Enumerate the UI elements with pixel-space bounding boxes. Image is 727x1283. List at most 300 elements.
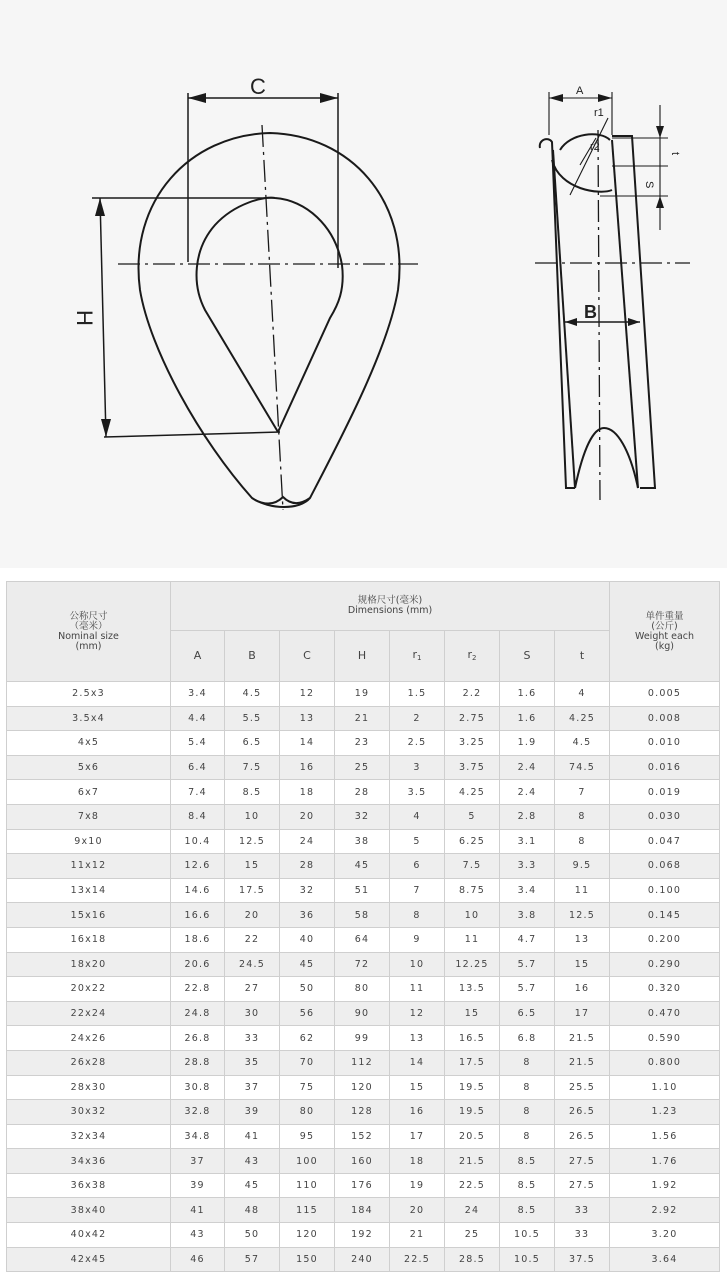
dimension-t-label: t <box>669 152 681 156</box>
cell-s: 8.5 <box>500 1198 555 1223</box>
cell-c: 95 <box>280 1124 335 1149</box>
cell-c: 45 <box>280 952 335 977</box>
col-header-h: H <box>335 631 390 682</box>
nominal-unit-en: (mm) <box>75 640 102 652</box>
cell-c: 13 <box>280 706 335 731</box>
cell-c: 32 <box>280 878 335 903</box>
col-header-s: S <box>500 631 555 682</box>
cell-t: 17 <box>555 1001 610 1026</box>
cell-s: 8 <box>500 1100 555 1125</box>
cell-s: 8 <box>500 1050 555 1075</box>
cell-h: 51 <box>335 878 390 903</box>
cell-r1: 18 <box>390 1149 445 1174</box>
cell-t: 21.5 <box>555 1050 610 1075</box>
cell-nominal-size: 16x18 <box>7 927 171 952</box>
cell-s: 8.5 <box>500 1173 555 1198</box>
cell-r1: 21 <box>390 1223 445 1248</box>
dimension-s-label: S <box>643 181 655 189</box>
cell-r2: 20.5 <box>445 1124 500 1149</box>
cell-a: 43 <box>171 1223 225 1248</box>
cell-weight: 1.23 <box>610 1100 720 1125</box>
cell-r2: 6.25 <box>445 829 500 854</box>
cell-b: 20 <box>225 903 280 928</box>
cell-r1: 22.5 <box>390 1247 445 1272</box>
cell-h: 64 <box>335 927 390 952</box>
side-top-groove <box>552 160 612 192</box>
cell-weight: 0.145 <box>610 903 720 928</box>
cell-a: 10.4 <box>171 829 225 854</box>
cell-nominal-size: 5x6 <box>7 755 171 780</box>
cell-b: 45 <box>225 1173 280 1198</box>
cell-r1: 17 <box>390 1124 445 1149</box>
cell-a: 4.4 <box>171 706 225 731</box>
cell-s: 4.7 <box>500 927 555 952</box>
table-row <box>7 1173 720 1198</box>
table-row <box>7 1100 720 1125</box>
table-row <box>7 682 720 707</box>
table-row <box>7 1026 720 1051</box>
cell-weight: 0.030 <box>610 804 720 829</box>
cell-r1: 2 <box>390 706 445 731</box>
cell-r2: 2.2 <box>445 682 500 707</box>
table-row <box>7 854 720 879</box>
cell-r2: 3.75 <box>445 755 500 780</box>
dimension-c-label: C <box>250 74 266 99</box>
cell-t: 21.5 <box>555 1026 610 1051</box>
cell-t: 7 <box>555 780 610 805</box>
cell-b: 5.5 <box>225 706 280 731</box>
col-header-t: t <box>555 631 610 682</box>
cell-r2: 10 <box>445 903 500 928</box>
cell-c: 20 <box>280 804 335 829</box>
cell-weight: 0.290 <box>610 952 720 977</box>
cell-weight: 1.76 <box>610 1149 720 1174</box>
cell-a: 24.8 <box>171 1001 225 1026</box>
cell-nominal-size: 3.5x4 <box>7 706 171 731</box>
cell-h: 72 <box>335 952 390 977</box>
cell-t: 11 <box>555 878 610 903</box>
cell-weight: 1.10 <box>610 1075 720 1100</box>
cell-t: 13 <box>555 927 610 952</box>
cell-h: 32 <box>335 804 390 829</box>
table-row <box>7 952 720 977</box>
cell-h: 21 <box>335 706 390 731</box>
cell-b: 35 <box>225 1050 280 1075</box>
cell-r2: 19.5 <box>445 1075 500 1100</box>
dimension-r1-label: r1 <box>594 107 604 119</box>
cell-h: 90 <box>335 1001 390 1026</box>
cell-s: 10.5 <box>500 1223 555 1248</box>
table-row <box>7 780 720 805</box>
cell-h: 58 <box>335 903 390 928</box>
table-row <box>7 1247 720 1272</box>
cell-s: 6.8 <box>500 1026 555 1051</box>
cell-nominal-size: 15x16 <box>7 903 171 928</box>
side-top-curve <box>560 134 610 150</box>
cell-a: 22.8 <box>171 977 225 1002</box>
cell-s: 8.5 <box>500 1149 555 1174</box>
cell-h: 99 <box>335 1026 390 1051</box>
cell-nominal-size: 22x24 <box>7 1001 171 1026</box>
table-row <box>7 1149 720 1174</box>
cell-nominal-size: 26x28 <box>7 1050 171 1075</box>
cell-s: 2.4 <box>500 780 555 805</box>
cell-c: 70 <box>280 1050 335 1075</box>
cell-r1: 20 <box>390 1198 445 1223</box>
side-bottom-groove <box>575 428 638 488</box>
cell-weight: 0.016 <box>610 755 720 780</box>
cell-t: 4.5 <box>555 731 610 756</box>
weight-unit-cn: (公斤) <box>651 620 678 632</box>
cell-r1: 14 <box>390 1050 445 1075</box>
cell-b: 37 <box>225 1075 280 1100</box>
cell-s: 3.4 <box>500 878 555 903</box>
col-header-r1 <box>390 631 445 682</box>
cell-h: 28 <box>335 780 390 805</box>
cell-b: 6.5 <box>225 731 280 756</box>
cell-a: 30.8 <box>171 1075 225 1100</box>
cell-r1: 6 <box>390 854 445 879</box>
cell-nominal-size: 20x22 <box>7 977 171 1002</box>
cell-nominal-size: 7x8 <box>7 804 171 829</box>
cell-c: 16 <box>280 755 335 780</box>
cell-weight: 0.100 <box>610 878 720 903</box>
cell-nominal-size: 18x20 <box>7 952 171 977</box>
cell-t: 33 <box>555 1198 610 1223</box>
table-row <box>7 1075 720 1100</box>
cell-s: 3.3 <box>500 854 555 879</box>
cell-weight: 0.005 <box>610 682 720 707</box>
table-row <box>7 1001 720 1026</box>
cell-b: 17.5 <box>225 878 280 903</box>
cell-r1: 9 <box>390 927 445 952</box>
cell-t: 27.5 <box>555 1173 610 1198</box>
cell-a: 18.6 <box>171 927 225 952</box>
table-row <box>7 1198 720 1223</box>
cell-b: 41 <box>225 1124 280 1149</box>
cell-c: 115 <box>280 1198 335 1223</box>
dimensions-header <box>171 582 610 631</box>
cell-t: 4.25 <box>555 706 610 731</box>
cell-s: 5.7 <box>500 952 555 977</box>
cell-r2: 21.5 <box>445 1149 500 1174</box>
cell-nominal-size: 9x10 <box>7 829 171 854</box>
cell-b: 57 <box>225 1247 280 1272</box>
cell-nominal-size: 11x12 <box>7 854 171 879</box>
cell-c: 14 <box>280 731 335 756</box>
table-row <box>7 804 720 829</box>
cell-b: 27 <box>225 977 280 1002</box>
cell-h: 23 <box>335 731 390 756</box>
cell-weight: 0.470 <box>610 1001 720 1026</box>
cell-nominal-size: 40x42 <box>7 1223 171 1248</box>
cell-b: 22 <box>225 927 280 952</box>
cell-s: 1.6 <box>500 682 555 707</box>
cell-t: 27.5 <box>555 1149 610 1174</box>
cell-nominal-size: 36x38 <box>7 1173 171 1198</box>
cell-a: 20.6 <box>171 952 225 977</box>
cell-a: 5.4 <box>171 731 225 756</box>
col-header-c: C <box>280 631 335 682</box>
cell-a: 26.8 <box>171 1026 225 1051</box>
thimble-drawing <box>0 0 727 568</box>
cell-r2: 16.5 <box>445 1026 500 1051</box>
cell-c: 150 <box>280 1247 335 1272</box>
cell-c: 62 <box>280 1026 335 1051</box>
side-left-outer <box>540 139 575 488</box>
cell-b: 10 <box>225 804 280 829</box>
col-r2-letter: r <box>467 647 473 661</box>
table-row <box>7 1223 720 1248</box>
cell-h: 45 <box>335 854 390 879</box>
cell-weight: 0.008 <box>610 706 720 731</box>
cell-b: 7.5 <box>225 755 280 780</box>
cell-s: 1.6 <box>500 706 555 731</box>
cell-r1: 16 <box>390 1100 445 1125</box>
table-row <box>7 977 720 1002</box>
nominal-size-cn: 公称尺寸 <box>69 610 108 622</box>
cell-c: 56 <box>280 1001 335 1026</box>
side-right-inner <box>612 140 638 488</box>
cell-t: 33 <box>555 1223 610 1248</box>
cell-s: 6.5 <box>500 1001 555 1026</box>
cell-r1: 3.5 <box>390 780 445 805</box>
cell-weight: 0.200 <box>610 927 720 952</box>
cell-b: 48 <box>225 1198 280 1223</box>
cell-h: 112 <box>335 1050 390 1075</box>
cell-r2: 22.5 <box>445 1173 500 1198</box>
cell-nominal-size: 38x40 <box>7 1198 171 1223</box>
cell-a: 12.6 <box>171 854 225 879</box>
cell-s: 5.7 <box>500 977 555 1002</box>
cell-t: 26.5 <box>555 1100 610 1125</box>
cell-r2: 7.5 <box>445 854 500 879</box>
cell-nominal-size: 2.5x3 <box>7 682 171 707</box>
cell-a: 16.6 <box>171 903 225 928</box>
cell-weight: 1.92 <box>610 1173 720 1198</box>
cell-s: 2.8 <box>500 804 555 829</box>
cell-s: 8 <box>500 1124 555 1149</box>
cell-weight: 0.590 <box>610 1026 720 1051</box>
cell-r2: 2.75 <box>445 706 500 731</box>
cell-t: 25.5 <box>555 1075 610 1100</box>
cell-nominal-size: 13x14 <box>7 878 171 903</box>
cell-s: 3.1 <box>500 829 555 854</box>
cell-weight: 0.019 <box>610 780 720 805</box>
cell-nominal-size: 6x7 <box>7 780 171 805</box>
table-row <box>7 829 720 854</box>
cell-b: 43 <box>225 1149 280 1174</box>
cell-t: 9.5 <box>555 854 610 879</box>
cell-a: 7.4 <box>171 780 225 805</box>
cell-r1: 8 <box>390 903 445 928</box>
cell-h: 184 <box>335 1198 390 1223</box>
cell-r1: 11 <box>390 977 445 1002</box>
cell-c: 110 <box>280 1173 335 1198</box>
cell-t: 8 <box>555 804 610 829</box>
cell-s: 1.9 <box>500 731 555 756</box>
cell-nominal-size: 32x34 <box>7 1124 171 1149</box>
dimensions-en: Dimensions (mm) <box>347 605 433 616</box>
cell-c: 120 <box>280 1223 335 1248</box>
cell-nominal-size: 28x30 <box>7 1075 171 1100</box>
cell-r2: 5 <box>445 804 500 829</box>
cell-b: 15 <box>225 854 280 879</box>
cell-a: 6.4 <box>171 755 225 780</box>
cell-nominal-size: 30x32 <box>7 1100 171 1125</box>
cell-weight: 2.92 <box>610 1198 720 1223</box>
cell-c: 36 <box>280 903 335 928</box>
cell-b: 8.5 <box>225 780 280 805</box>
cell-c: 50 <box>280 977 335 1002</box>
cell-a: 37 <box>171 1149 225 1174</box>
cell-a: 39 <box>171 1173 225 1198</box>
cell-b: 33 <box>225 1026 280 1051</box>
weight-en: Weight each <box>635 630 695 642</box>
cell-c: 12 <box>280 682 335 707</box>
cell-nominal-size: 42x45 <box>7 1247 171 1272</box>
side-vertical-centerline <box>598 130 600 500</box>
cell-h: 160 <box>335 1149 390 1174</box>
cell-s: 8 <box>500 1075 555 1100</box>
cell-nominal-size: 4x5 <box>7 731 171 756</box>
cell-r1: 12 <box>390 1001 445 1026</box>
cell-weight: 0.047 <box>610 829 720 854</box>
cell-b: 12.5 <box>225 829 280 854</box>
cell-b: 24.5 <box>225 952 280 977</box>
cell-h: 25 <box>335 755 390 780</box>
nominal-size-header <box>7 582 171 682</box>
cell-c: 24 <box>280 829 335 854</box>
table-row <box>7 706 720 731</box>
cell-weight: 0.320 <box>610 977 720 1002</box>
cell-a: 46 <box>171 1247 225 1272</box>
cell-b: 4.5 <box>225 682 280 707</box>
table-row <box>7 903 720 928</box>
dimensions-cn: 规格尺寸(毫米) <box>357 595 423 606</box>
cell-a: 28.8 <box>171 1050 225 1075</box>
cell-b: 30 <box>225 1001 280 1026</box>
cell-nominal-size: 24x26 <box>7 1026 171 1051</box>
cell-t: 4 <box>555 682 610 707</box>
cell-t: 8 <box>555 829 610 854</box>
cell-h: 152 <box>335 1124 390 1149</box>
cell-weight: 0.068 <box>610 854 720 879</box>
cell-a: 34.8 <box>171 1124 225 1149</box>
cell-weight: 0.010 <box>610 731 720 756</box>
nominal-unit-cn: （毫米） <box>69 620 108 632</box>
dimension-h-label: H <box>72 310 97 326</box>
cell-c: 80 <box>280 1100 335 1125</box>
cell-h: 176 <box>335 1173 390 1198</box>
cell-r2: 15 <box>445 1001 500 1026</box>
table-row <box>7 755 720 780</box>
dimension-b-label: B <box>584 302 597 322</box>
cell-r1: 10 <box>390 952 445 977</box>
cell-r1: 13 <box>390 1026 445 1051</box>
cell-r1: 2.5 <box>390 731 445 756</box>
cell-c: 28 <box>280 854 335 879</box>
cell-r2: 11 <box>445 927 500 952</box>
cell-t: 16 <box>555 977 610 1002</box>
cell-weight: 3.20 <box>610 1223 720 1248</box>
weight-unit-en: (kg) <box>655 640 674 652</box>
table-row <box>7 1050 720 1075</box>
cell-t: 37.5 <box>555 1247 610 1272</box>
cell-h: 240 <box>335 1247 390 1272</box>
cell-c: 18 <box>280 780 335 805</box>
cell-h: 120 <box>335 1075 390 1100</box>
cell-r1: 4 <box>390 804 445 829</box>
weight-header <box>610 582 720 682</box>
cell-t: 26.5 <box>555 1124 610 1149</box>
spec-table-container <box>6 581 719 1272</box>
cell-r1: 3 <box>390 755 445 780</box>
col-r1-subscript: 1 <box>417 653 422 662</box>
cell-r2: 24 <box>445 1198 500 1223</box>
cell-r2: 8.75 <box>445 878 500 903</box>
dimension-r2-label: r2 <box>590 141 600 153</box>
weight-cn: 单件重量 <box>645 610 684 622</box>
cell-t: 15 <box>555 952 610 977</box>
cell-c: 100 <box>280 1149 335 1174</box>
table-row <box>7 731 720 756</box>
cell-r1: 19 <box>390 1173 445 1198</box>
cell-weight: 0.800 <box>610 1050 720 1075</box>
cell-h: 38 <box>335 829 390 854</box>
table-row <box>7 1124 720 1149</box>
spec-table-body <box>7 682 720 1272</box>
cell-t: 74.5 <box>555 755 610 780</box>
col-header-a: A <box>171 631 225 682</box>
cell-a: 3.4 <box>171 682 225 707</box>
cell-h: 80 <box>335 977 390 1002</box>
dimension-a-label: A <box>576 85 584 97</box>
table-row <box>7 878 720 903</box>
cell-c: 75 <box>280 1075 335 1100</box>
cell-r1: 7 <box>390 878 445 903</box>
cell-a: 14.6 <box>171 878 225 903</box>
cell-weight: 1.56 <box>610 1124 720 1149</box>
thimble-front-and-side-views <box>0 0 727 568</box>
cell-r2: 17.5 <box>445 1050 500 1075</box>
cell-a: 8.4 <box>171 804 225 829</box>
cell-r2: 28.5 <box>445 1247 500 1272</box>
front-vertical-centerline <box>262 125 283 510</box>
cell-r2: 4.25 <box>445 780 500 805</box>
cell-r1: 1.5 <box>390 682 445 707</box>
cell-b: 50 <box>225 1223 280 1248</box>
cell-r2: 19.5 <box>445 1100 500 1125</box>
cell-h: 128 <box>335 1100 390 1125</box>
cell-s: 2.4 <box>500 755 555 780</box>
col-header-r2 <box>445 631 500 682</box>
cell-r1: 15 <box>390 1075 445 1100</box>
col-r1-letter: r <box>412 647 418 661</box>
cell-h: 19 <box>335 682 390 707</box>
cell-r2: 12.25 <box>445 952 500 977</box>
cell-c: 40 <box>280 927 335 952</box>
cell-nominal-size: 34x36 <box>7 1149 171 1174</box>
table-row <box>7 927 720 952</box>
nominal-size-en: Nominal size <box>58 630 119 642</box>
cell-t: 12.5 <box>555 903 610 928</box>
cell-r2: 3.25 <box>445 731 500 756</box>
cell-a: 32.8 <box>171 1100 225 1125</box>
cell-r2: 25 <box>445 1223 500 1248</box>
cell-b: 39 <box>225 1100 280 1125</box>
cell-a: 41 <box>171 1198 225 1223</box>
